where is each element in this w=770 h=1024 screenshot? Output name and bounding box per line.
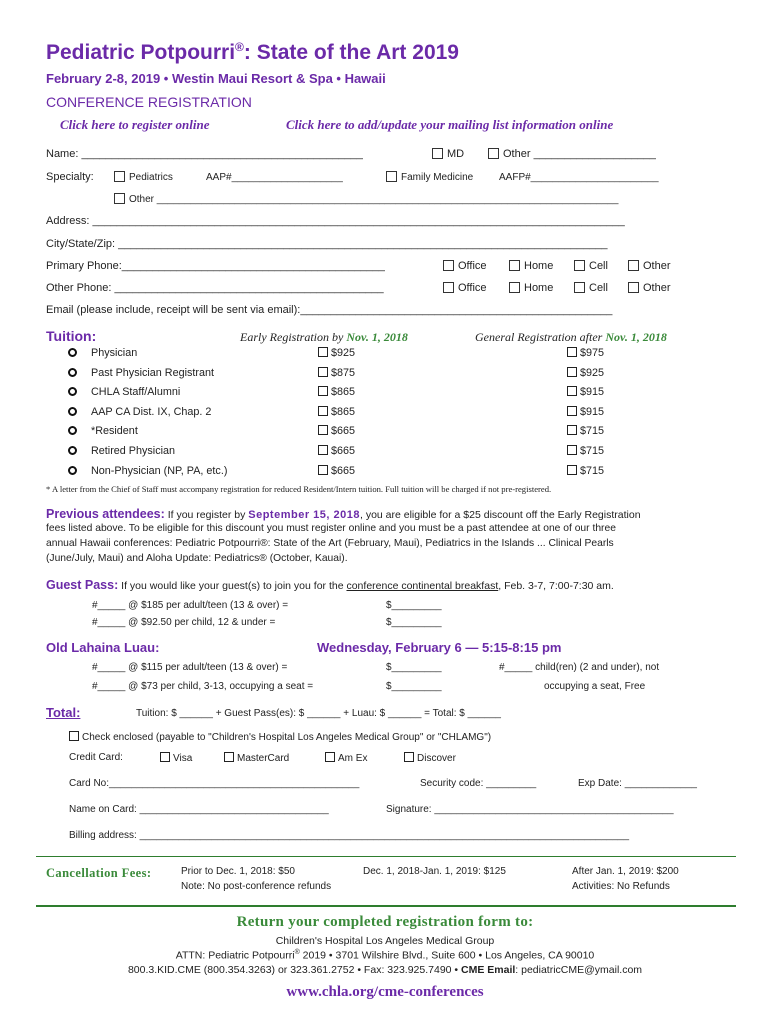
signature-field[interactable]: Signature: ___________________________________________ xyxy=(386,804,674,815)
specialty-label: Specialty: xyxy=(46,171,94,183)
name-field[interactable]: Name: ______________________________________________ xyxy=(46,148,363,160)
general-price: $915 xyxy=(580,386,605,398)
other-home-checkbox[interactable]: Home xyxy=(509,282,553,294)
tuition-radio[interactable] xyxy=(68,367,77,379)
amex-checkbox[interactable]: Am Ex xyxy=(325,752,367,764)
other-cell-checkbox[interactable]: Cell xyxy=(574,282,608,294)
previous-attendees-line1: Previous attendees: If you register by September 15, 2018, you are eligible for a $25 discount off the Early Registration xyxy=(46,507,641,521)
guest-adult-row[interactable]: #_____ @ $185 per adult/teen (13 & over) = xyxy=(92,600,289,611)
previous-attendees-line2: fees listed above. To be eligible for this discount you must register online and you must be a past attendee at one of our three xyxy=(46,523,616,534)
general-price-checkbox[interactable] xyxy=(567,445,604,457)
cancellation-fee-2: Dec. 1, 2018-Jan. 1, 2019: $125 xyxy=(363,866,506,877)
early-price-checkbox[interactable] xyxy=(318,347,355,359)
cancellation-top-divider xyxy=(36,856,736,857)
general-registration-header: General Registration after Nov. 1, 2018 xyxy=(475,330,667,344)
tuition-category: CHLA Staff/Alumni xyxy=(91,386,181,398)
early-price: $865 xyxy=(331,406,356,418)
luau-adult-amount[interactable]: $_________ xyxy=(386,662,442,673)
total-calculation[interactable]: Tuition: $ ______ + Guest Pass(es): $ ______ + Luau: $ ______ = Total: $ ______ xyxy=(136,708,501,719)
early-price: $875 xyxy=(331,367,356,379)
general-price: $915 xyxy=(580,406,605,418)
radio-icon[interactable] xyxy=(68,407,77,416)
luau-label: Old Lahaina Luau: xyxy=(46,640,160,655)
early-price-checkbox[interactable] xyxy=(318,425,355,437)
guest-adult-amount[interactable]: $_________ xyxy=(386,600,442,611)
luau-adult-row[interactable]: #_____ @ $115 per adult/teen (13 & over) = xyxy=(92,662,288,673)
other-office-checkbox[interactable]: Office xyxy=(443,282,487,294)
card-number-field[interactable]: Card No:_____________________________________________ xyxy=(69,778,360,789)
radio-icon[interactable] xyxy=(68,368,77,377)
early-price: $925 xyxy=(331,347,356,359)
name-on-card-field[interactable]: Name on Card: __________________________________ xyxy=(69,804,329,815)
cancellation-fee-3: After Jan. 1, 2019: $200 xyxy=(572,866,679,877)
exp-date-field[interactable]: Exp Date: _____________ xyxy=(578,778,697,789)
md-checkbox[interactable]: MD xyxy=(432,148,464,160)
credit-card-label: Credit Card: xyxy=(69,752,123,763)
security-code-field[interactable]: Security code: _________ xyxy=(420,778,537,789)
website-link[interactable]: www.chla.org/cme-conferences xyxy=(286,984,484,1000)
general-price-checkbox[interactable] xyxy=(567,347,604,359)
cancellation-note: Note: No post-conference refunds xyxy=(181,881,332,892)
cancellation-label: Cancellation Fees: xyxy=(46,866,152,880)
tuition-radio[interactable] xyxy=(68,386,77,398)
tuition-label: Tuition: xyxy=(46,328,97,344)
radio-icon[interactable] xyxy=(68,426,77,435)
general-price-checkbox[interactable] xyxy=(567,367,604,379)
previous-attendees-line3: annual Hawaii conferences: Pediatric Potpourri®: State of the Art (February, Maui), Pediatrics in the Islands ... Clinical Pearls xyxy=(46,538,614,549)
early-price: $665 xyxy=(331,445,356,457)
other-phone-field[interactable]: Other Phone: ____________________________________________ xyxy=(46,282,384,294)
general-price-checkbox[interactable] xyxy=(567,425,604,437)
tuition-category: *Resident xyxy=(91,425,138,437)
previous-attendees-line4: (June/July, Maui) and Aloha Update: Pediatrics® (October, Kauai). xyxy=(46,553,348,564)
register-online-link[interactable]: Click here to register online xyxy=(60,117,210,132)
early-price-checkbox[interactable] xyxy=(318,406,355,418)
tuition-radio[interactable] xyxy=(68,425,77,437)
family-medicine-checkbox[interactable]: Family Medicine xyxy=(386,171,473,183)
tuition-category: Retired Physician xyxy=(91,445,176,457)
primary-home-checkbox[interactable]: Home xyxy=(509,260,553,272)
early-price-checkbox[interactable] xyxy=(318,465,355,477)
radio-icon[interactable] xyxy=(68,446,77,455)
luau-date: Wednesday, February 6 — 5:15-8:15 pm xyxy=(317,640,562,655)
check-enclosed-checkbox[interactable]: Check enclosed (payable to "Children's Hospital Los Angeles Medical Group" or "CHLAMG") xyxy=(69,731,491,743)
tuition-radio[interactable] xyxy=(68,347,77,359)
mastercard-checkbox[interactable]: MasterCard xyxy=(224,752,289,764)
early-price-checkbox[interactable] xyxy=(318,367,355,379)
radio-icon[interactable] xyxy=(68,466,77,475)
subtitle: February 2-8, 2019 • Westin Maui Resort & Spa • Hawaii xyxy=(46,71,386,86)
tuition-category: AAP CA Dist. IX, Chap. 2 xyxy=(91,406,212,418)
early-registration-header: Early Registration by Nov. 1, 2018 xyxy=(240,330,408,344)
early-price-checkbox[interactable] xyxy=(318,386,355,398)
tuition-footnote: * A letter from the Chief of Staff must accompany registration for reduced Resident/Intern tuition. Full tuition will be charged if not pre-registered. xyxy=(46,484,552,494)
tuition-radio[interactable] xyxy=(68,406,77,418)
luau-child-amount[interactable]: $_________ xyxy=(386,681,442,692)
general-price-checkbox[interactable] xyxy=(567,406,604,418)
email-field[interactable]: Email (please include, receipt will be sent via email):___________________________________________________ xyxy=(46,304,613,316)
general-price: $715 xyxy=(580,465,605,477)
early-price: $665 xyxy=(331,425,356,437)
tuition-category: Physician xyxy=(91,347,138,359)
general-price: $925 xyxy=(580,367,605,379)
primary-other-checkbox[interactable]: Other xyxy=(628,260,671,272)
section-title: CONFERENCE REGISTRATION xyxy=(46,94,252,110)
guest-child-amount[interactable]: $_________ xyxy=(386,617,442,628)
aafp-number-field[interactable]: AAFP#_______________________ xyxy=(499,172,659,183)
early-price-checkbox[interactable] xyxy=(318,445,355,457)
tuition-category: Non-Physician (NP, PA, etc.) xyxy=(91,465,228,477)
return-address: ATTN: Pediatric Potpourri® 2019 • 3701 Wilshire Blvd., Suite 600 • Los Angeles, CA 90010 xyxy=(175,949,595,962)
general-price-checkbox[interactable] xyxy=(567,386,604,398)
general-price: $975 xyxy=(580,347,605,359)
other-specialty-checkbox[interactable]: Other ___________________________________________________________________________________ xyxy=(114,193,618,205)
cancellation-bottom-divider xyxy=(36,905,736,907)
return-heading: Return your completed registration form to: xyxy=(236,914,534,930)
page-title: Pediatric Potpourri®: State of the Art 2019 xyxy=(46,40,459,64)
tuition-radio[interactable] xyxy=(68,465,77,477)
other-other-checkbox[interactable]: Other xyxy=(628,282,671,294)
city-field[interactable]: City/State/Zip: ________________________________________________________________________________ xyxy=(46,238,608,250)
radio-icon[interactable] xyxy=(68,387,77,396)
tuition-radio[interactable] xyxy=(68,445,77,457)
guest-pass-line: Guest Pass: If you would like your guest(s) to join you for the conference continental breakfast, Feb. 3-7, 7:00-7:30 am. xyxy=(46,578,614,592)
radio-icon[interactable] xyxy=(68,348,77,357)
visa-checkbox[interactable]: Visa xyxy=(160,752,192,764)
mailing-list-link[interactable]: Click here to add/update your mailing list information online xyxy=(286,117,614,132)
luau-child-row[interactable]: #_____ @ $73 per child, 3-13, occupying a seat = xyxy=(92,681,314,692)
aap-number-field[interactable]: AAP#____________________ xyxy=(206,172,343,183)
billing-address-field[interactable]: Billing address: ________________________________________________________________________________________ xyxy=(69,830,630,841)
general-price-checkbox[interactable] xyxy=(567,465,604,477)
total-label: Total: xyxy=(46,705,81,720)
address-field[interactable]: Address: _______________________________________________________________________________________ xyxy=(46,215,625,227)
early-price: $665 xyxy=(331,465,356,477)
other-degree-checkbox[interactable]: Other ____________________ xyxy=(488,148,656,160)
return-organization: Children's Hospital Los Angeles Medical Group xyxy=(275,935,495,947)
early-price: $865 xyxy=(331,386,356,398)
general-price: $715 xyxy=(580,445,605,457)
discover-checkbox[interactable]: Discover xyxy=(404,752,456,764)
luau-free-child-row[interactable]: #_____ child(ren) (2 and under), not xyxy=(499,662,660,673)
primary-phone-field[interactable]: Primary Phone:___________________________________________ xyxy=(46,260,385,272)
return-contact: 800.3.KID.CME (800.354.3263) or 323.361.2752 • Fax: 323.925.7490 • CME Email: pediatricCME@ymail.com xyxy=(127,964,643,976)
tuition-category: Past Physician Registrant xyxy=(91,367,215,379)
general-price: $715 xyxy=(580,425,605,437)
primary-cell-checkbox[interactable]: Cell xyxy=(574,260,608,272)
cancellation-fee-1: Prior to Dec. 1, 2018: $50 xyxy=(181,866,295,877)
activities-refund-note: Activities: No Refunds xyxy=(572,881,670,892)
pediatrics-checkbox[interactable]: Pediatrics xyxy=(114,171,173,183)
primary-office-checkbox[interactable]: Office xyxy=(443,260,487,272)
luau-free-child-note: occupying a seat, Free xyxy=(544,681,646,692)
guest-child-row[interactable]: #_____ @ $92.50 per child, 12 & under = xyxy=(92,617,276,628)
